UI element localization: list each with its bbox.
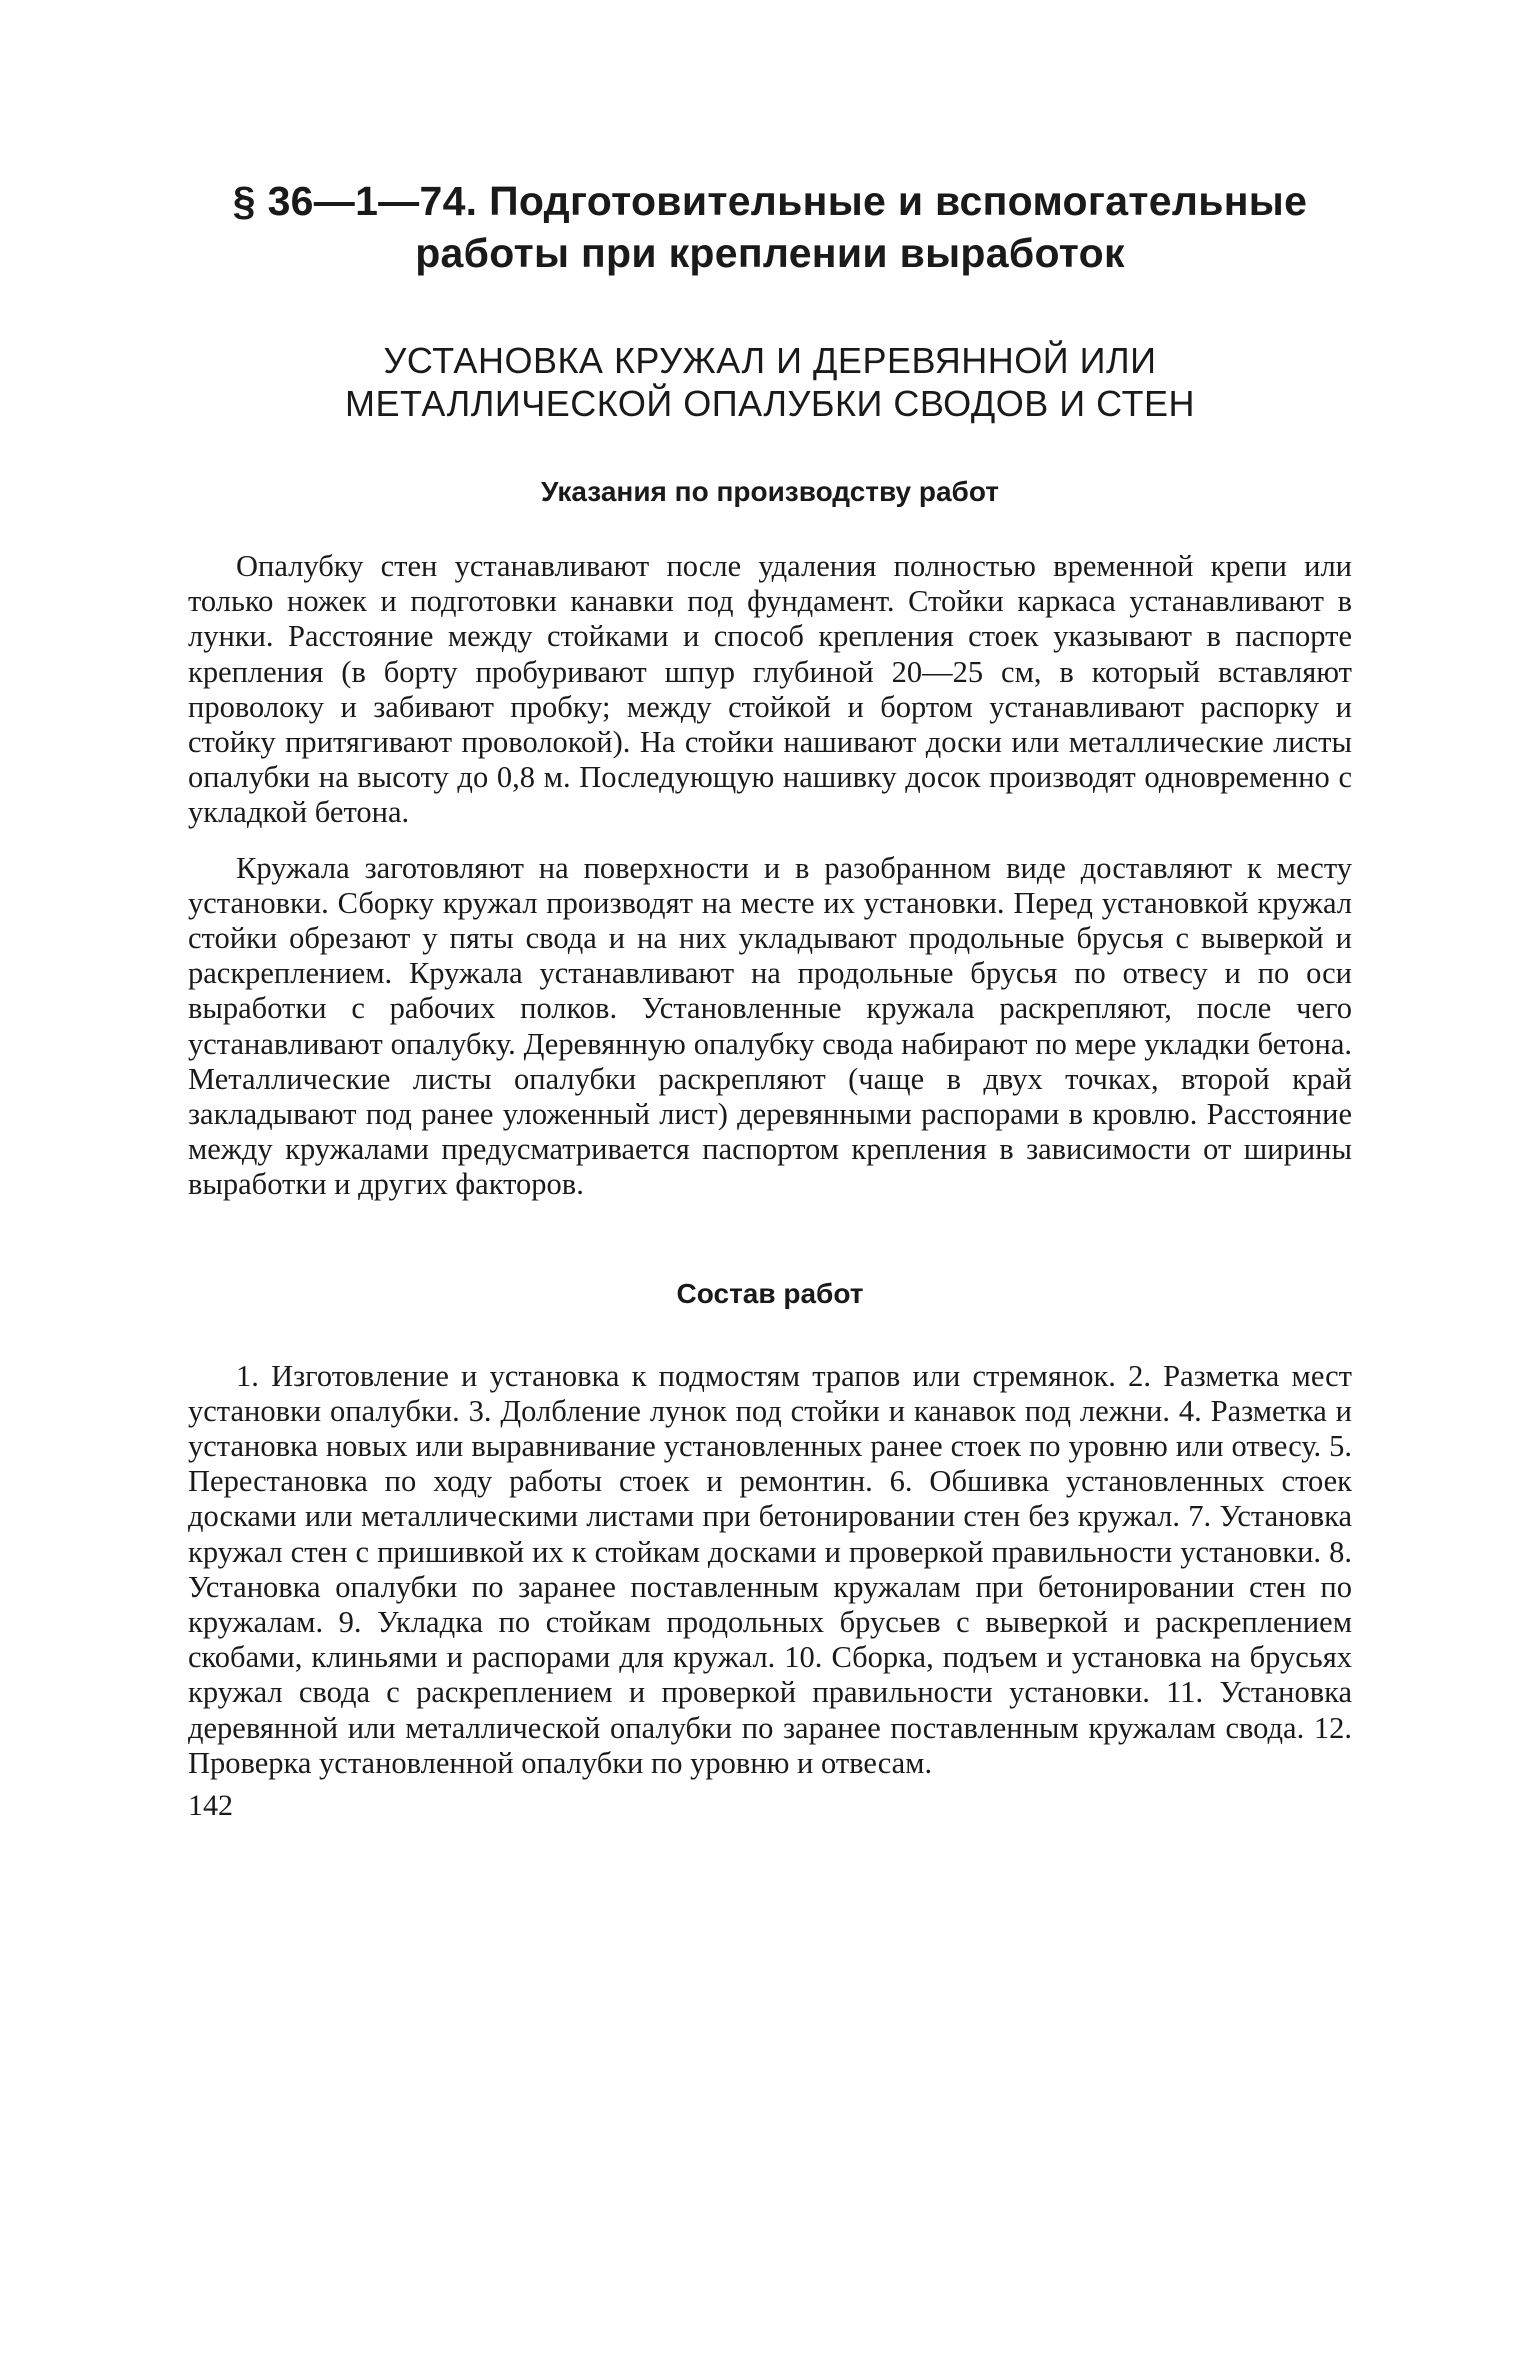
composition-heading: Состав работ <box>676 1277 864 1309</box>
work-subheading-line-2: МЕТАЛЛИЧЕСКОЙ ОПАЛУБКИ СВОДОВ И СТЕН <box>345 383 1195 424</box>
work-subheading <box>188 339 1352 425</box>
instructions-paragraph-2: Кружала заготовляют на поверхности и в разобранном виде доставляют к месту установки. Сборку кружал производят на месте их установки. Перед установкой кружал стойки обрезают у пяты свода и на них укладывают продольные брусья с выверкой и раскреплением. Кружала устанавливают на продольные брусья по отвесу и по оси выработки с рабочих полков. Установленные кружала раскрепляют, после чего устанавливают опалубку. Деревянную опалубку свода набирают по мере укладки бетона. Металлические листы опалубки раскрепляют (чаще в двух точках, второй край закладывают под ранее уложенный лист) деревянными распорами в кровлю. Расстояние между кружалами предусматривается паспортом крепления в зависимости от ширины выработки и других факторов. <box>188 850 1352 1202</box>
composition-list: 1. Изготовление и установка к подмостям трапов или стремянок. 2. Разметка мест установки опалубки. 3. Долбление лунок под стойки и канавок под лежни. 4. Разметка и установка новых или выравнивание установленных ранее стоек по уровню или отвесу. 5. Перестановка по ходу работы стоек и ремонтин. 6. Обшивка установленных стоек досками или металлическими листами при бетонировании стен без кружал. 7. Установка кружал стен с пришивкой их к стойкам досками и проверкой правильности установки. 8. Установка опалубки по заранее поставленным кружалам при бетонировании стен по кружалам. 9. Укладка по стойкам продольных брусьев с выверкой и раскреплением скобами, клиньями и распорами для кружал. 10. Сборка, подъем и установка на брусьях кружал свода с раскреплением и проверкой правильности установки. 11. Установка деревянной или металлической опалубки по заранее поставленным кружалам свода. 12. Проверка установленной опалубки по уровню и отвесам. <box>188 1358 1352 1780</box>
page-number: 142 <box>188 1789 233 1823</box>
work-subheading-line-1: УСТАНОВКА КРУЖАЛ И ДЕРЕВЯННОЙ ИЛИ <box>383 340 1157 381</box>
document-page <box>188 175 1352 1823</box>
section-title-line-1: § 36—1—74. Подготовительные и вспомогательные <box>232 178 1308 224</box>
instructions-paragraph-1: Опалубку стен устанавливают после удаления полностью временной крепи или только ножек и подготовки канавки под фундамент. Стойки каркаса устанавливают в лунки. Расстояние между стойками и способ крепления стоек указывают в паспорте крепления (в борту пробуривают шпур глубиной 20—25 см, в который вставляют проволоку и забивают пробку; между стойкой и бортом устанавливают распорку и стойку притягивают проволокой). На стойки нашивают доски или металлические листы опалубки на высоту до 0,8 м. Последующую нашивку досок производят одновременно с укладкой бетона. <box>188 549 1352 830</box>
section-title-line-2: работы при креплении выработок <box>415 230 1125 276</box>
section-title <box>188 175 1352 279</box>
instructions-heading: Указания по производству работ <box>541 476 999 507</box>
